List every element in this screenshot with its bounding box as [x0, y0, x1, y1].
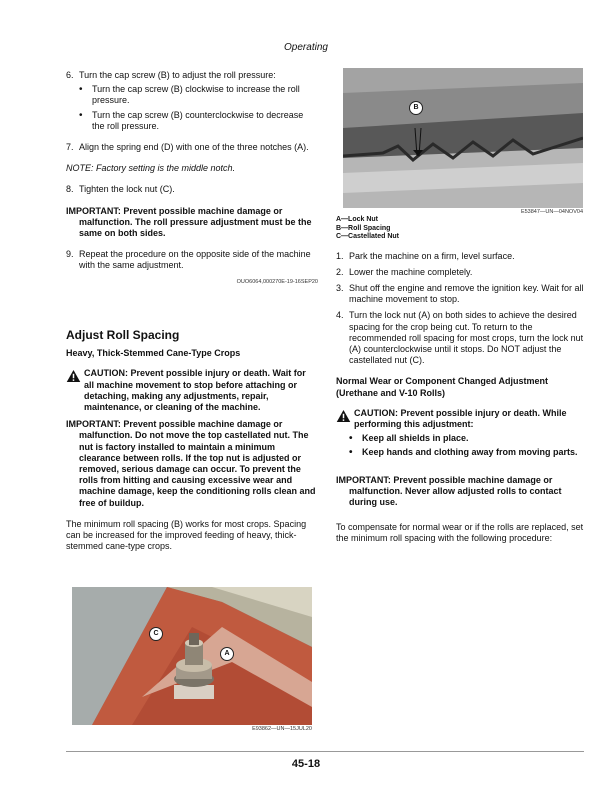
roll-spacing-photo: [343, 68, 583, 208]
normal-wear-paragraph: To compensate for normal wear or if the rolls are replaced, set the minimum roll spacing with the following procedure:: [336, 522, 584, 544]
right-photo-ref: E53847—UN—04NOV04: [520, 209, 583, 215]
important-roll-pressure: IMPORTANT: Prevent possible machine damage or malfunction. The roll pressure adjustment must be the same on both sides.: [66, 205, 312, 239]
running-header: Operating: [284, 42, 328, 53]
legend-item-castellated-nut: C—Castellated Nut: [336, 233, 400, 240]
page-number: 45-18: [291, 758, 321, 770]
left-column-section: [66, 330, 318, 552]
step-6-bullet-1: • Turn the cap screw (B) clockwise to increase the roll pressure.: [66, 84, 318, 106]
caution-bullet-1: • Keep all shields in place.: [336, 433, 584, 444]
step-3: 3. Shut off the engine and remove the ignition key. Wait for all machine movement to stop.: [336, 282, 584, 305]
subsection-heading: Heavy, Thick-Stemmed Cane-Type Crops: [66, 348, 241, 359]
photo-illustration: [72, 587, 312, 725]
step-6: 6. Turn the cap screw (B) to adjust the roll pressure:: [66, 70, 276, 80]
roll-spacing-paragraph: The minimum roll spacing (B) works for most crops. Spacing can be increased for the improved feeding of heavy, thick-stemmed cane-type crops.: [66, 518, 307, 552]
step-6-bullet-2: • Turn the cap screw (B) counterclockwise to decrease the roll pressure.: [66, 110, 318, 132]
right-column: [336, 216, 584, 545]
step-7: 7. Align the spring end (D) with one of the three notches (A).: [66, 142, 309, 153]
roll-spacing-nut-photo: [72, 587, 312, 725]
callout-a: A: [220, 647, 234, 661]
step-2: 2. Lower the machine completely.: [336, 266, 473, 277]
photo-illustration: [343, 68, 583, 208]
footer-rule: [66, 751, 584, 752]
callout-b: B: [409, 101, 423, 115]
subsection-heading-normal-wear: Normal Wear or Component Changed Adjustment (Urethane and V-10 Rolls): [336, 376, 549, 398]
caution-bullet-2: • Keep hands and clothing away from moving parts.: [336, 447, 584, 458]
photo-legend: [336, 216, 584, 242]
note: NOTE: Factory setting is the middle notch.: [66, 163, 236, 174]
step-1: 1. Park the machine on a firm, level surface.: [336, 250, 515, 261]
caution-block: CAUTION: Prevent possible injury or death. Wait for all machine movement to stop before attaching or detaching, making any adjustments, repair, maintenance, or cleaning of the machine.: [66, 368, 318, 413]
step-9: 9. Repeat the procedure on the opposite side of the machine with the same adjustment.: [66, 249, 311, 271]
legend-item-lock-nut: A—Lock Nut: [336, 216, 378, 223]
caution-block-adjustment: CAUTION: Prevent possible injury or death. While performing this adjustment:: [336, 408, 584, 430]
legend-item-roll-spacing: B—Roll Spacing: [336, 224, 391, 232]
step-8: 8. Tighten the lock nut (C).: [66, 184, 175, 195]
important-adjusted-rolls: IMPORTANT: Prevent possible machine damage or malfunction. Never allow adjusted rolls to contact during use.: [336, 474, 562, 507]
important-castellated-nut: IMPORTANT: Prevent possible machine damage or malfunction. Do not move the top castellated nut. The nut is factory installed to maintain a minimum clearance between rolls. If the top nut is adjusted or removed, serious damage can occur. To prevent the rolls from hitting and causing excessive wear and machine damage, keep the conditioning rolls clean and free of buildup.: [66, 419, 316, 508]
step-4: 4. Turn the lock nut (A) on both sides to achieve the desired spacing for the crop being cut. To return to the recommended roll spacing for most crops, turn the lock nut (A) counterclockwise until it stops. Do NOT adjust the castellated nut (C).: [336, 310, 584, 366]
warning-triangle-icon: [336, 409, 351, 423]
document-reference: OUO6064,000270E-19-16SEP20: [236, 278, 318, 285]
section-title: Adjust Roll Spacing: [66, 328, 180, 342]
callout-c: C: [149, 627, 163, 641]
left-photo-ref: E93862—UN—15JUL20: [252, 726, 312, 732]
left-column: [66, 70, 318, 288]
warning-triangle-icon: [66, 369, 81, 383]
